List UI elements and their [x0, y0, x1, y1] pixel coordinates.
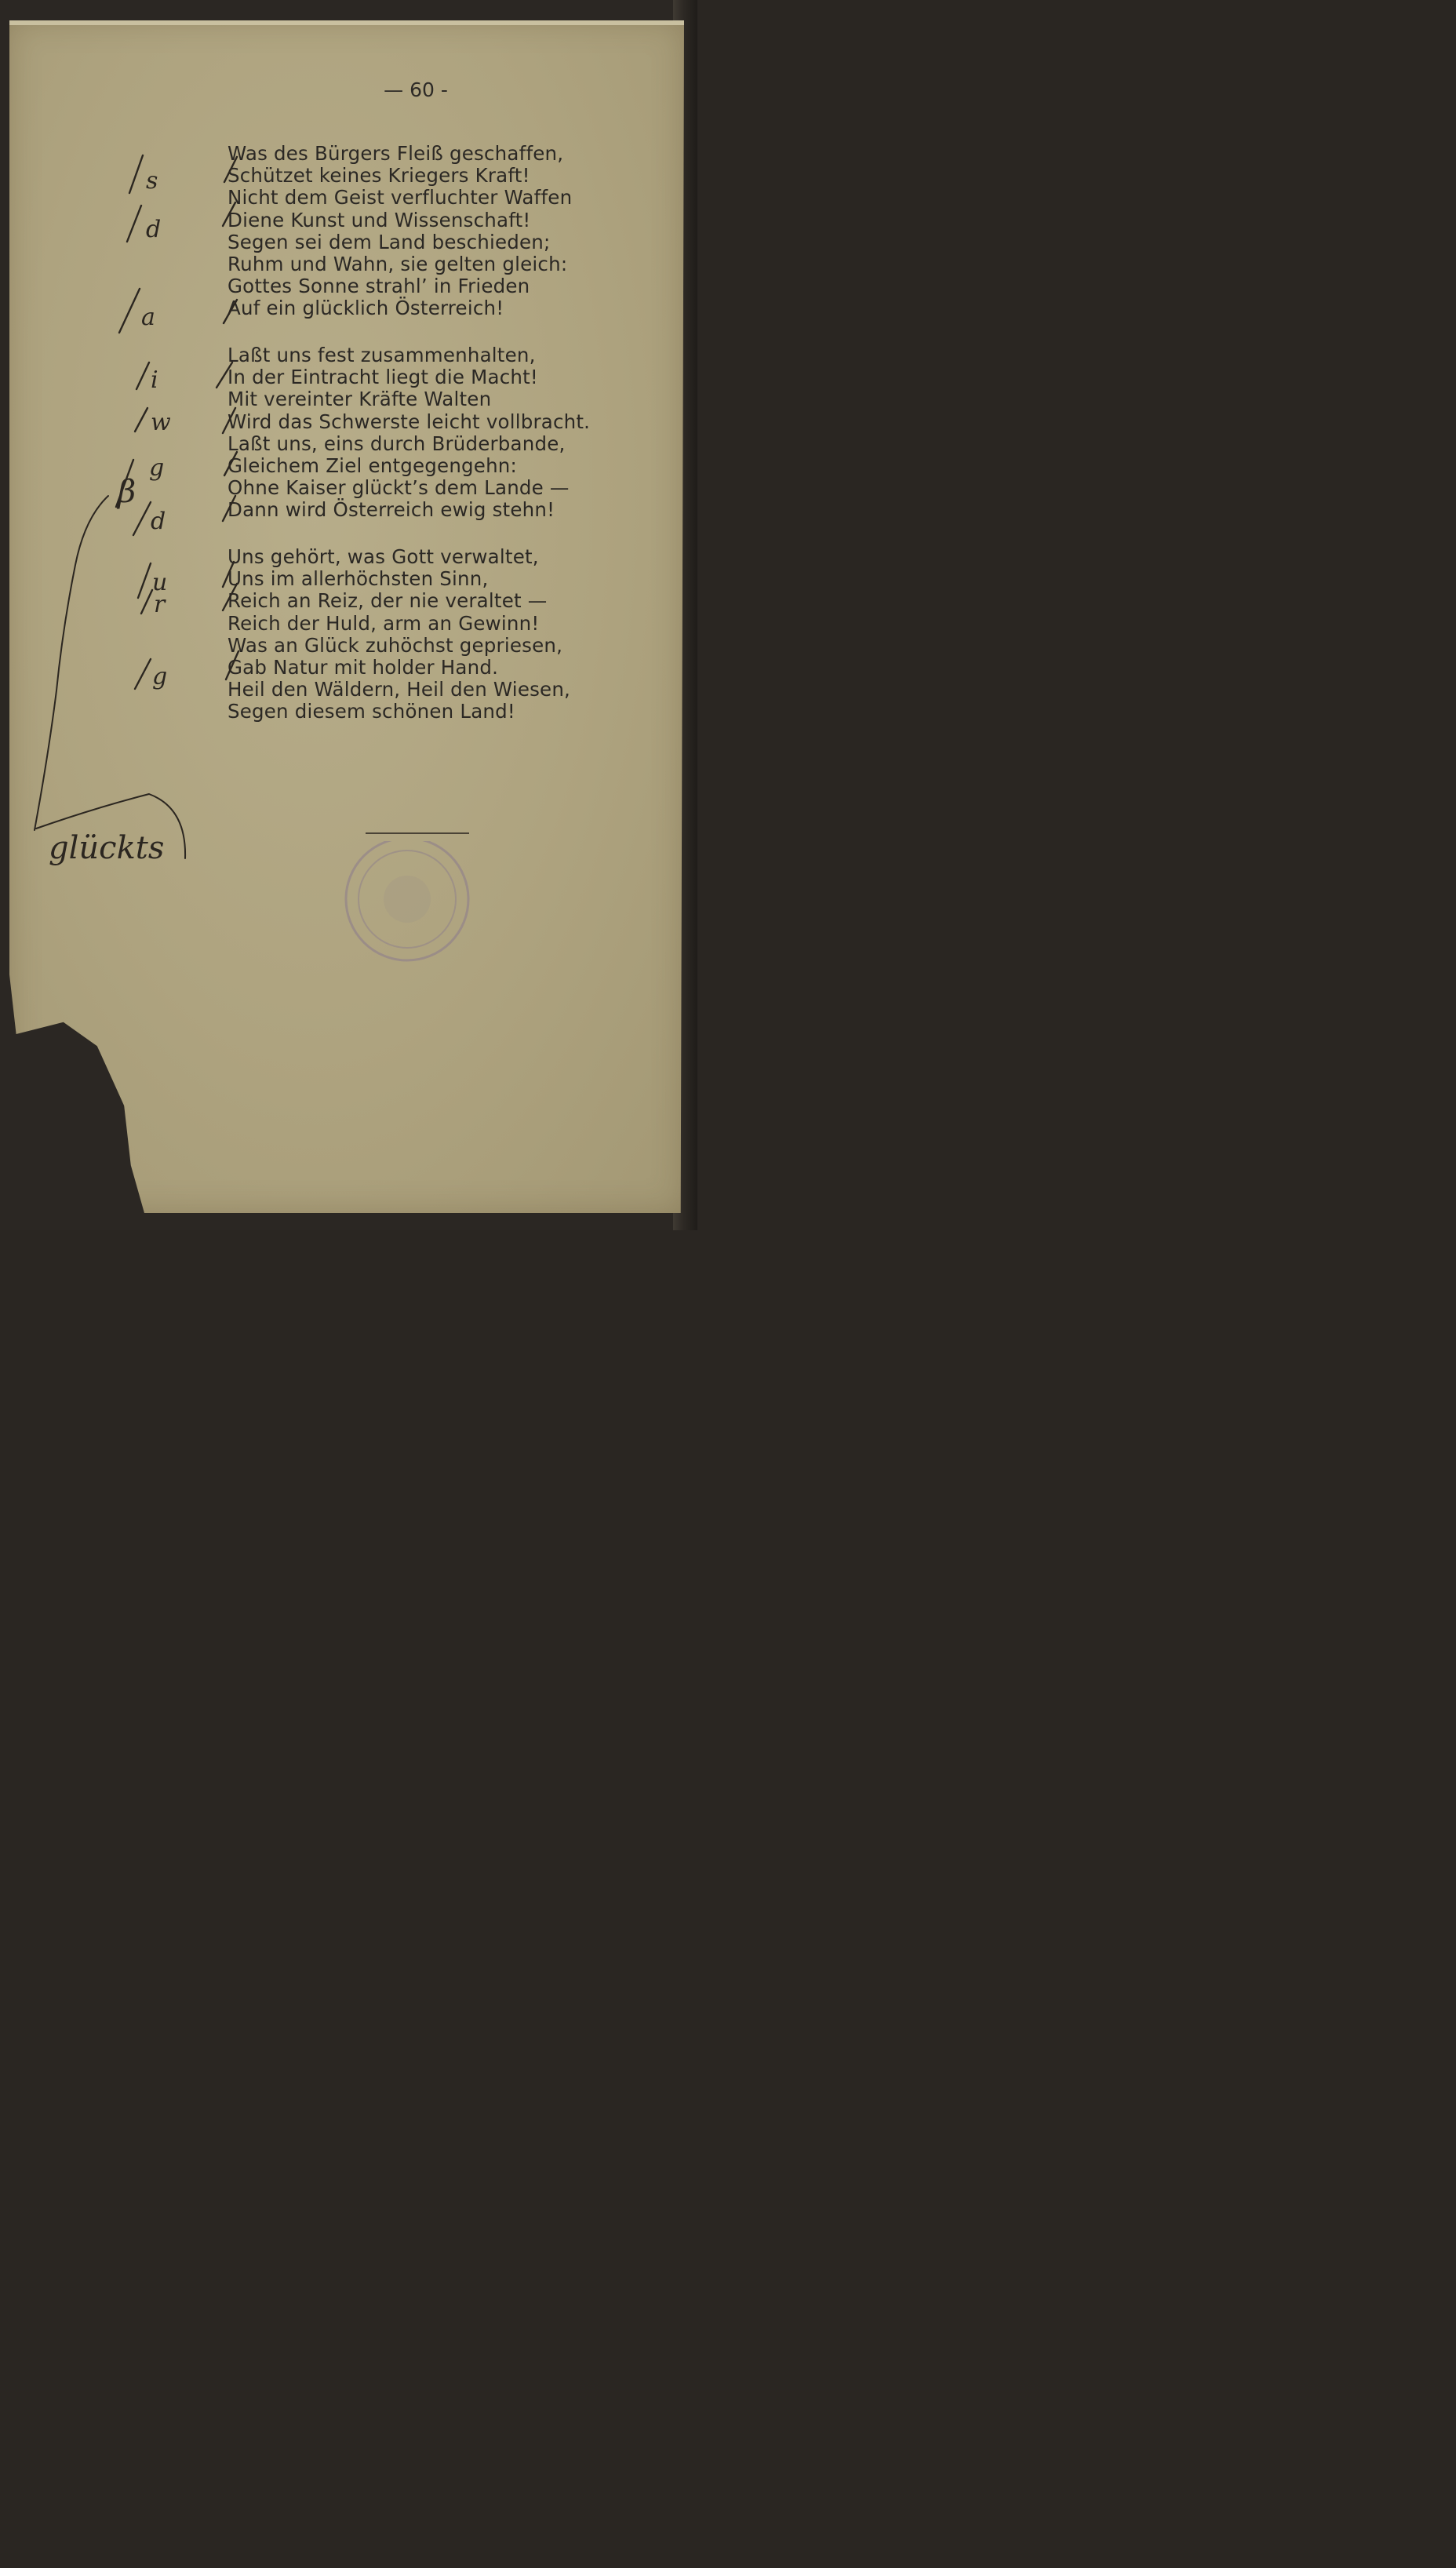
- margin-mark: i: [151, 366, 158, 394]
- margin-mark: a: [141, 304, 155, 331]
- poem-line: Nicht dem Geist verfluchter Waffen: [228, 186, 573, 209]
- poem-line: Was an Glück zuhöchst gepriesen,: [228, 633, 563, 657]
- poem-line: Ohne Kaiser glückt’s dem Lande —: [228, 476, 570, 500]
- poem-line: Diene Kunst und Wissenschaft!: [228, 208, 531, 231]
- poem-line: Wird das Schwerste leicht vollbracht.: [228, 410, 591, 433]
- poem-line: Was des Bürgers Fleiß geschaffen,: [228, 142, 564, 165]
- margin-mark: r: [154, 591, 166, 618]
- poem-line: Mit vereinter Kräfte Walten: [228, 388, 492, 411]
- poem-line: Segen diesem schönen Land!: [228, 700, 515, 723]
- bracket-line: [35, 496, 108, 830]
- margin-mark: β: [118, 474, 136, 510]
- poem-line: Schützet keines Kriegers Kraft!: [228, 164, 530, 188]
- margin-mark: d: [151, 508, 166, 535]
- slash-mark: [223, 496, 235, 521]
- slash-mark: [217, 362, 232, 388]
- slash-mark: [223, 562, 234, 587]
- margin-mark: d: [146, 216, 162, 243]
- slash-mark: [223, 408, 235, 433]
- poem-line: Gottes Sonne strahl’ in Frieden: [228, 275, 530, 298]
- margin-mark: w: [151, 409, 171, 436]
- poem-line: Heil den Wäldern, Heil den Wiesen,: [228, 678, 571, 701]
- slash-mark: [224, 300, 237, 323]
- poem-line: Gab Natur mit holder Hand.: [228, 655, 499, 679]
- poem-line: Dann wird Österreich ewig stehn!: [228, 498, 555, 522]
- slash-mark: [226, 651, 238, 679]
- pencil-proof-marks: [0, 0, 697, 1230]
- slash-mark: [223, 202, 235, 226]
- poem-line: Laßt uns fest zusammenhalten,: [228, 344, 536, 366]
- poem-line: Ruhm und Wahn, sie gelten gleich:: [228, 252, 568, 275]
- poem-line: Segen sei dem Land beschieden;: [228, 230, 551, 253]
- margin-mark: g: [152, 663, 168, 690]
- margin-mark: g: [149, 454, 165, 482]
- poem-line: Reich der Huld, arm an Gewinn!: [228, 611, 540, 635]
- slash-mark: [224, 157, 237, 182]
- poem-line: Auf ein glücklich Österreich!: [228, 297, 504, 320]
- poem-line: Gleichem Ziel entgegengehn:: [228, 453, 517, 477]
- margin-mark: s: [146, 167, 158, 195]
- margin-mark: u: [152, 569, 168, 596]
- poem-line: Uns im allerhöchsten Sinn,: [228, 567, 489, 591]
- poem-line: In der Eintracht liegt die Macht!: [228, 366, 538, 389]
- slash-mark: [223, 584, 237, 610]
- handwritten-correction: glückts: [49, 830, 165, 866]
- scanned-page-view: [0, 0, 697, 1230]
- poem-line: Laßt uns, eins durch Brüderbande,: [228, 432, 566, 455]
- slash-mark: [224, 452, 237, 475]
- page-number: — 60 -: [384, 78, 448, 101]
- poem-line: Uns gehört, was Gott verwaltet,: [228, 545, 539, 568]
- poem-line: Reich an Reiz, der nie veraltet —: [228, 589, 548, 613]
